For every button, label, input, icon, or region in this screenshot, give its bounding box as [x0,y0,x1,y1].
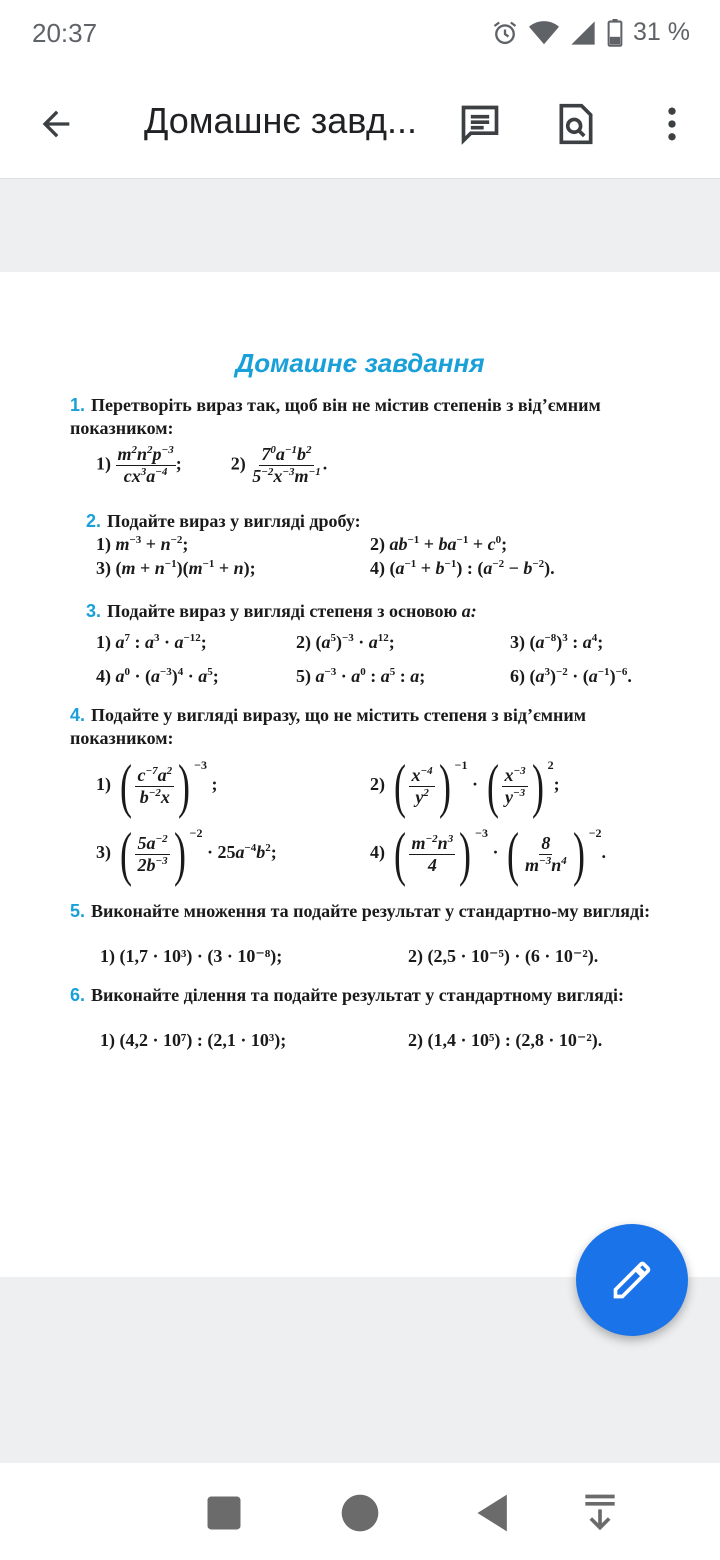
task-6 [70,984,680,1007]
edit-icon [610,1258,654,1302]
wifi-icon [529,20,559,46]
home-icon[interactable] [338,1491,382,1535]
page-heading: Домашнє завдання [235,348,485,378]
task-text: Подайте у вигляді виразу, що не містить степеня з від’ємним показником: [70,705,587,748]
task-base: a: [461,601,477,621]
edit-button[interactable] [576,1224,688,1336]
task-4 [70,704,680,750]
recents-icon[interactable] [202,1491,246,1535]
task-3-item: 1) $a^7$ : $a^3 \cdot a^{-12}$; [96,632,207,652]
task-1 [70,394,680,440]
system-nav-bar [0,1463,720,1560]
task-4-item: 4) ( $\frac{m^{-2}n^3}{4}$ ) −3 · ( $\frac{8}{m^{-3}n^4}$ ) −2 . [370,821,607,887]
item-label: 2) [230,453,246,474]
alarm-icon [491,19,519,47]
task-5 [70,900,680,923]
signal-icon [569,19,597,47]
task-5-item: 1) (1,7 · 10³) · (3 · 10⁻⁸); [100,946,283,966]
task-text: Виконайте множення та подайте результат у стандартно-му вигляді: [91,901,651,921]
task-number: 2. [86,511,102,531]
task-3-item: 4) $a^0 \cdot (a^{-3})^4 \cdot a^5$; [96,666,219,686]
task-4-item: 1) ( $\frac{c^{-7}a^2}{b^{-2}x}$ ) −3 ; [96,753,218,819]
arrow-back-icon[interactable] [36,104,76,144]
comment-icon[interactable] [458,102,502,146]
task-text: Виконайте ділення та подайте результат у стандартному вигляді: [91,985,624,1005]
battery-percent: 31 % [633,18,690,46]
battery-icon [607,19,623,47]
task-2-item: 1) $m^{-3} + n^{-2}$; [96,534,189,554]
task-text: Перетворіть вираз так, щоб він не містив степенів з від’ємним показником: [70,395,601,438]
task-number: 1. [70,395,86,415]
task-text: Подайте вираз у вигляді дробу: [107,511,361,531]
task-2-item: 3) $(m + n^{-1})(m^{-1} + n)$; [96,558,256,578]
task-3-item: 6) $(a^3)^{-2} \cdot (a^{-1})^{-6}$. [510,666,632,686]
task-6-item: 2) (1,4 · 10⁵) : (2,8 · 10⁻²). [408,1030,603,1050]
task-number: 6. [70,985,86,1005]
fraction: $\frac{m^2n^2p^{-3}}{cx^3a^{-4}}$ [117,444,174,486]
task-4-item: 3) ( $\frac{5a^{-2}}{2b^{-3}}$ ) −2 · $25a^{-4}b^2$; [96,821,277,887]
task-2-item: 4) $(a^{-1} + b^{-1})$ : $(a^{-2} - b^{-2})$. [370,558,555,578]
task-3-item: 2) $(a^5)^{-3} \cdot a^{12}$; [296,632,395,652]
document-title: Домашнє завд... [144,100,417,141]
task-4-item: 2) ( $\frac{x^{-4}}{y^2}$ ) −1 · ( $\frac{x^{-3}}{y^{-3}}$ ) 2 ; [370,753,560,819]
task-2-item: 2) $ab^{-1} + ba^{-1} + c^0$; [370,534,508,554]
task-2 [86,510,696,533]
status-time: 20:37 [32,18,98,48]
task-text: Подайте вираз у вигляді степеня з основою [107,601,458,621]
find-in-page-icon[interactable] [554,102,598,146]
task-3-item: 5) $a^{-3} \cdot a^0$ : $a^5$ : a; [296,666,426,686]
task-number: 4. [70,705,86,725]
task-number: 3. [86,601,102,621]
document-page[interactable] [0,272,720,1277]
task-3 [86,600,696,623]
task-3-item: 3) $(a^{-8})^3$ : $a^4$; [510,632,604,652]
status-bar [0,0,720,70]
more-vert-icon[interactable] [650,102,694,146]
app-bar [0,70,720,179]
keyboard-hide-icon[interactable] [578,1491,622,1535]
viewer-background-top [0,179,720,272]
item-label: 1) [96,453,111,474]
task-number: 5. [70,901,86,921]
fraction: $\frac{7^0a^{-1}b^2}{5^{-2}x^{-3}m^{-1}}$ [252,444,321,486]
task-5-item: 2) (2,5 · 10⁻⁵) · (6 · 10⁻²). [408,946,599,966]
task-6-item: 1) (4,2 · 10⁷) : (2,1 · 10³); [100,1030,287,1050]
task-1-items: 1) $\frac{m^2n^2p^{-3}}{cx^3a^{-4}}$ ; 2) $\frac{7^0a^{-1}b^2}{5^{-2}x^{-3}m^{-1}}$ . [96,444,328,486]
back-nav-icon[interactable] [472,1491,516,1535]
